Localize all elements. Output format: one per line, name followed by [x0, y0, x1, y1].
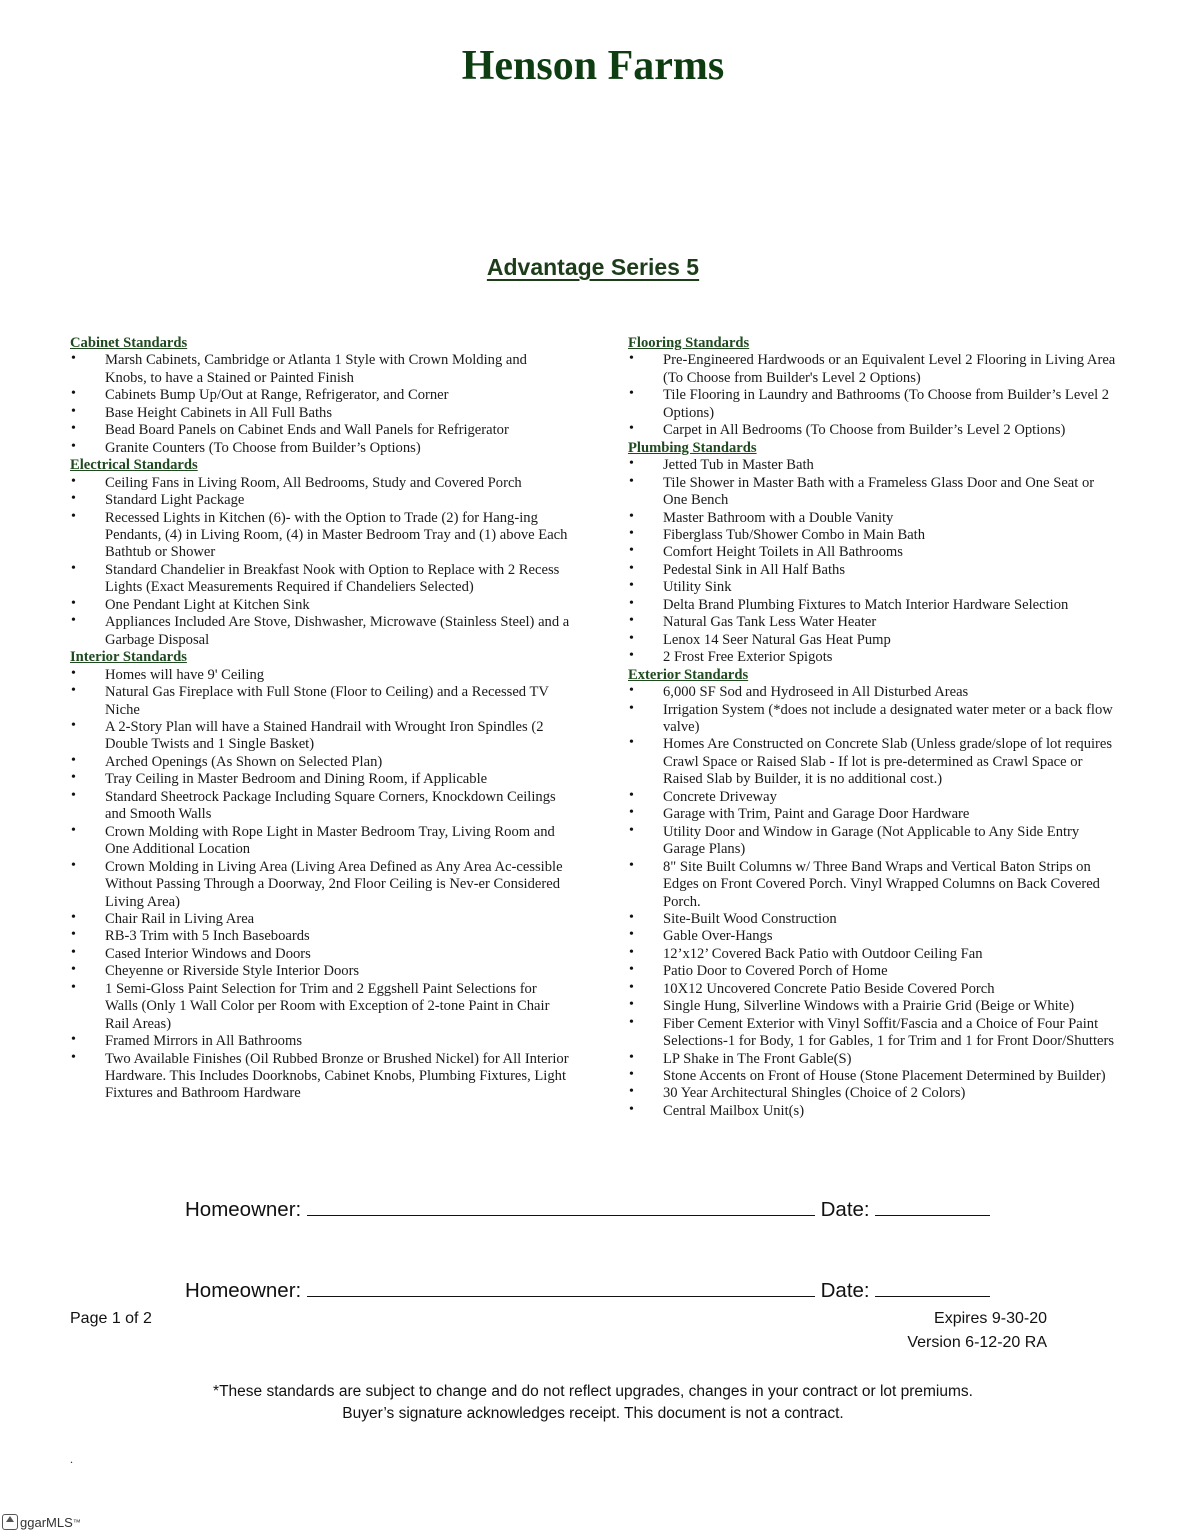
list-item: • Cased Interior Windows and Doors — [70, 946, 570, 963]
list-item: • Framed Mirrors in All Bathrooms — [70, 1033, 570, 1050]
section-list — [628, 457, 1118, 666]
section-heading: Cabinet Standards — [70, 335, 188, 351]
list-item: • 10X12 Uncovered Concrete Patio Beside Covered Porch — [628, 981, 1118, 998]
list-item: • Utility Sink — [628, 579, 1118, 596]
list-item: • Natural Gas Tank Less Water Heater — [628, 614, 1118, 631]
list-item: • 30 Year Architectural Shingles (Choice of 2 Colors) — [628, 1085, 1118, 1102]
list-item: • 1 Semi-Gloss Paint Selection for Trim and 2 Eggshell Paint Selections for Walls (Only 1 Wall Color per Room with Exception of 2-tone Paint in Chair Rail Areas) — [70, 981, 570, 1033]
disclaimer-line-2: Buyer’s signature acknowledges receipt. This document is not a contract. — [342, 1405, 844, 1422]
list-item: • LP Shake in The Front Gable(S) — [628, 1051, 1118, 1068]
mls-logo-icon — [2, 1514, 18, 1530]
document-subtitle: Advantage Series 5 — [486, 254, 700, 280]
list-item: • Utility Door and Window in Garage (Not Applicable to Any Side Entry Garage Plans) — [628, 824, 1118, 859]
list-item: • Homes Are Constructed on Concrete Slab (Unless grade/slope of lot requires Crawl Space or Raised Slab - If lot is pre-determined as Crawl Space or Raised Slab by Builder, it is no additional cost.) — [628, 736, 1118, 788]
list-item: • Appliances Included Are Stove, Dishwasher, Microwave (Stainless Steel) and a Garbage Disposal — [70, 614, 570, 649]
list-item: • Pre-Engineered Hardwoods or an Equivalent Level 2 Flooring in Living Area (To Choose from Builder's Level 2 Options) — [628, 352, 1118, 387]
list-item: • Bead Board Panels on Cabinet Ends and Wall Panels for Refrigerator — [70, 422, 570, 439]
list-item: • Recessed Lights in Kitchen (6)- with the Option to Trade (2) for Hang-ing Pendants, (4) in Living Room, (4) in Master Bedroom Tray and (1) above Each Bathtub or Shower — [70, 510, 570, 562]
version-label: Version 6-12-20 RA — [907, 1334, 1047, 1351]
list-item: • Cheyenne or Riverside Style Interior Doors — [70, 963, 570, 980]
homeowner-label: Homeowner: — [185, 1198, 302, 1221]
homeowner-signature-row-2 — [185, 1276, 990, 1303]
list-item: • Patio Door to Covered Porch of Home — [628, 963, 1118, 980]
list-item: • Standard Chandelier in Breakfast Nook with Option to Replace with 2 Recess Lights (Exact Measurements Required if Chandeliers Selected) — [70, 562, 570, 597]
list-item: • Homes will have 9' Ceiling — [70, 667, 570, 684]
list-item: • Chair Rail in Living Area — [70, 911, 570, 928]
list-item: • Cabinets Bump Up/Out at Range, Refrigerator, and Corner — [70, 387, 570, 404]
expires-date: Expires 9-30-20 — [934, 1310, 1047, 1327]
right-column — [628, 335, 1118, 1120]
list-item: • Crown Molding in Living Area (Living Area Defined as Any Area Ac-cessible Without Passing Through a Doorway, 2nd Floor Ceiling is Nev-er Considered Living Area) — [70, 859, 570, 911]
date-label: Date: — [820, 1198, 870, 1221]
section-list — [628, 352, 1118, 439]
list-item: • Standard Light Package — [70, 492, 570, 509]
section-list — [70, 667, 570, 1103]
list-item: • Single Hung, Silverline Windows with a Prairie Grid (Beige or White) — [628, 998, 1118, 1015]
list-item: • Delta Brand Plumbing Fixtures to Match Interior Hardware Selection — [628, 597, 1118, 614]
list-item: • Ceiling Fans in Living Room, All Bedrooms, Study and Covered Porch — [70, 475, 570, 492]
list-item: • Two Available Finishes (Oil Rubbed Bronze or Brushed Nickel) for All Interior Hardware. This Includes Doorknobs, Cabinet Knobs, Plumbing Fixtures, Light Fixtures and Bathroom Hardware — [70, 1051, 570, 1103]
mls-watermark — [2, 1514, 81, 1530]
section-list — [70, 352, 570, 457]
homeowner-signature-blank — [307, 1276, 815, 1297]
list-item: • One Pendant Light at Kitchen Sink — [70, 597, 570, 614]
list-item: • Garage with Trim, Paint and Garage Door Hardware — [628, 806, 1118, 823]
date-blank — [875, 1195, 990, 1216]
list-item: • 6,000 SF Sod and Hydroseed in All Disturbed Areas — [628, 684, 1118, 701]
list-item: • Irrigation System (*does not include a designated water meter or a back flow valve) — [628, 702, 1118, 737]
left-column — [70, 335, 570, 1103]
section-heading: Plumbing Standards — [628, 439, 757, 456]
homeowner-signature-row-1 — [185, 1195, 990, 1222]
mls-trademark: ™ — [72, 1517, 81, 1527]
list-item: • Master Bathroom with a Double Vanity — [628, 510, 1118, 527]
section-list — [628, 684, 1118, 1120]
disclaimer-line-1: *These standards are subject to change and do not reflect upgrades, changes in your contract or lot premiums. — [213, 1383, 973, 1400]
page-number: Page 1 of 2 — [70, 1310, 152, 1327]
homeowner-signature-blank — [307, 1195, 815, 1216]
section-heading: Interior Standards — [70, 649, 187, 666]
section-heading: Exterior Standards — [628, 666, 749, 683]
list-item: • Tile Shower in Master Bath with a Frameless Glass Door and One Seat or One Bench — [628, 475, 1118, 510]
list-item: • Crown Molding with Rope Light in Master Bedroom Tray, Living Room and One Additional Location — [70, 824, 570, 859]
list-item: • 2 Frost Free Exterior Spigots — [628, 649, 1118, 666]
section-heading: Flooring Standards — [628, 335, 750, 351]
list-item: • Granite Counters (To Choose from Builder’s Options) — [70, 440, 570, 457]
section-heading: Electrical Standards — [70, 457, 198, 474]
list-item: • Arched Openings (As Shown on Selected Plan) — [70, 754, 570, 771]
date-label: Date: — [820, 1279, 870, 1302]
mls-watermark-text: ggarMLS — [20, 1514, 73, 1530]
document-title: Henson Farms — [461, 43, 725, 89]
list-item: • Tray Ceiling in Master Bedroom and Dining Room, if Applicable — [70, 771, 570, 788]
list-item: • Site-Built Wood Construction — [628, 911, 1118, 928]
list-item: • Base Height Cabinets in All Full Baths — [70, 405, 570, 422]
list-item: • Carpet in All Bedrooms (To Choose from Builder’s Level 2 Options) — [628, 422, 1118, 439]
list-item: • Standard Sheetrock Package Including Square Corners, Knockdown Ceilings and Smooth Walls — [70, 789, 570, 824]
list-item: • Concrete Driveway — [628, 789, 1118, 806]
list-item: • Marsh Cabinets, Cambridge or Atlanta 1 Style with Crown Molding and Knobs, to have a Stained or Painted Finish — [70, 352, 570, 387]
list-item: • Lenox 14 Seer Natural Gas Heat Pump — [628, 632, 1118, 649]
list-item: • A 2-Story Plan will have a Stained Handrail with Wrought Iron Spindles (2 Double Twists and 1 Single Basket) — [70, 719, 570, 754]
section-list — [70, 475, 570, 650]
list-item: • Stone Accents on Front of House (Stone Placement Determined by Builder) — [628, 1068, 1118, 1085]
date-blank — [875, 1276, 990, 1297]
list-item: • 8" Site Built Columns w/ Three Band Wraps and Vertical Baton Strips on Edges on Front Covered Porch. Vinyl Wrapped Columns on Back Covered Porch. — [628, 859, 1118, 911]
list-item: • Pedestal Sink in All Half Baths — [628, 562, 1118, 579]
list-item: • Tile Flooring in Laundry and Bathrooms (To Choose from Builder’s Level 2 Options) — [628, 387, 1118, 422]
list-item: • Gable Over-Hangs — [628, 928, 1118, 945]
list-item: • RB-3 Trim with 5 Inch Baseboards — [70, 928, 570, 945]
list-item: • 12’x12’ Covered Back Patio with Outdoor Ceiling Fan — [628, 946, 1118, 963]
list-item: • Natural Gas Fireplace with Full Stone (Floor to Ceiling) and a Recessed TV Niche — [70, 684, 570, 719]
homeowner-label: Homeowner: — [185, 1279, 302, 1302]
list-item: • Central Mailbox Unit(s) — [628, 1103, 1118, 1120]
list-item: • Fiber Cement Exterior with Vinyl Soffit/Fascia and a Choice of Four Paint Selections-1 for Body, 1 for Gables, 1 for Trim and 1 for Front Door/Shutters — [628, 1016, 1118, 1051]
list-item: • Jetted Tub in Master Bath — [628, 457, 1118, 474]
stray-dot: . — [70, 1452, 73, 1466]
list-item: • Fiberglass Tub/Shower Combo in Main Bath — [628, 527, 1118, 544]
list-item: • Comfort Height Toilets in All Bathrooms — [628, 544, 1118, 561]
